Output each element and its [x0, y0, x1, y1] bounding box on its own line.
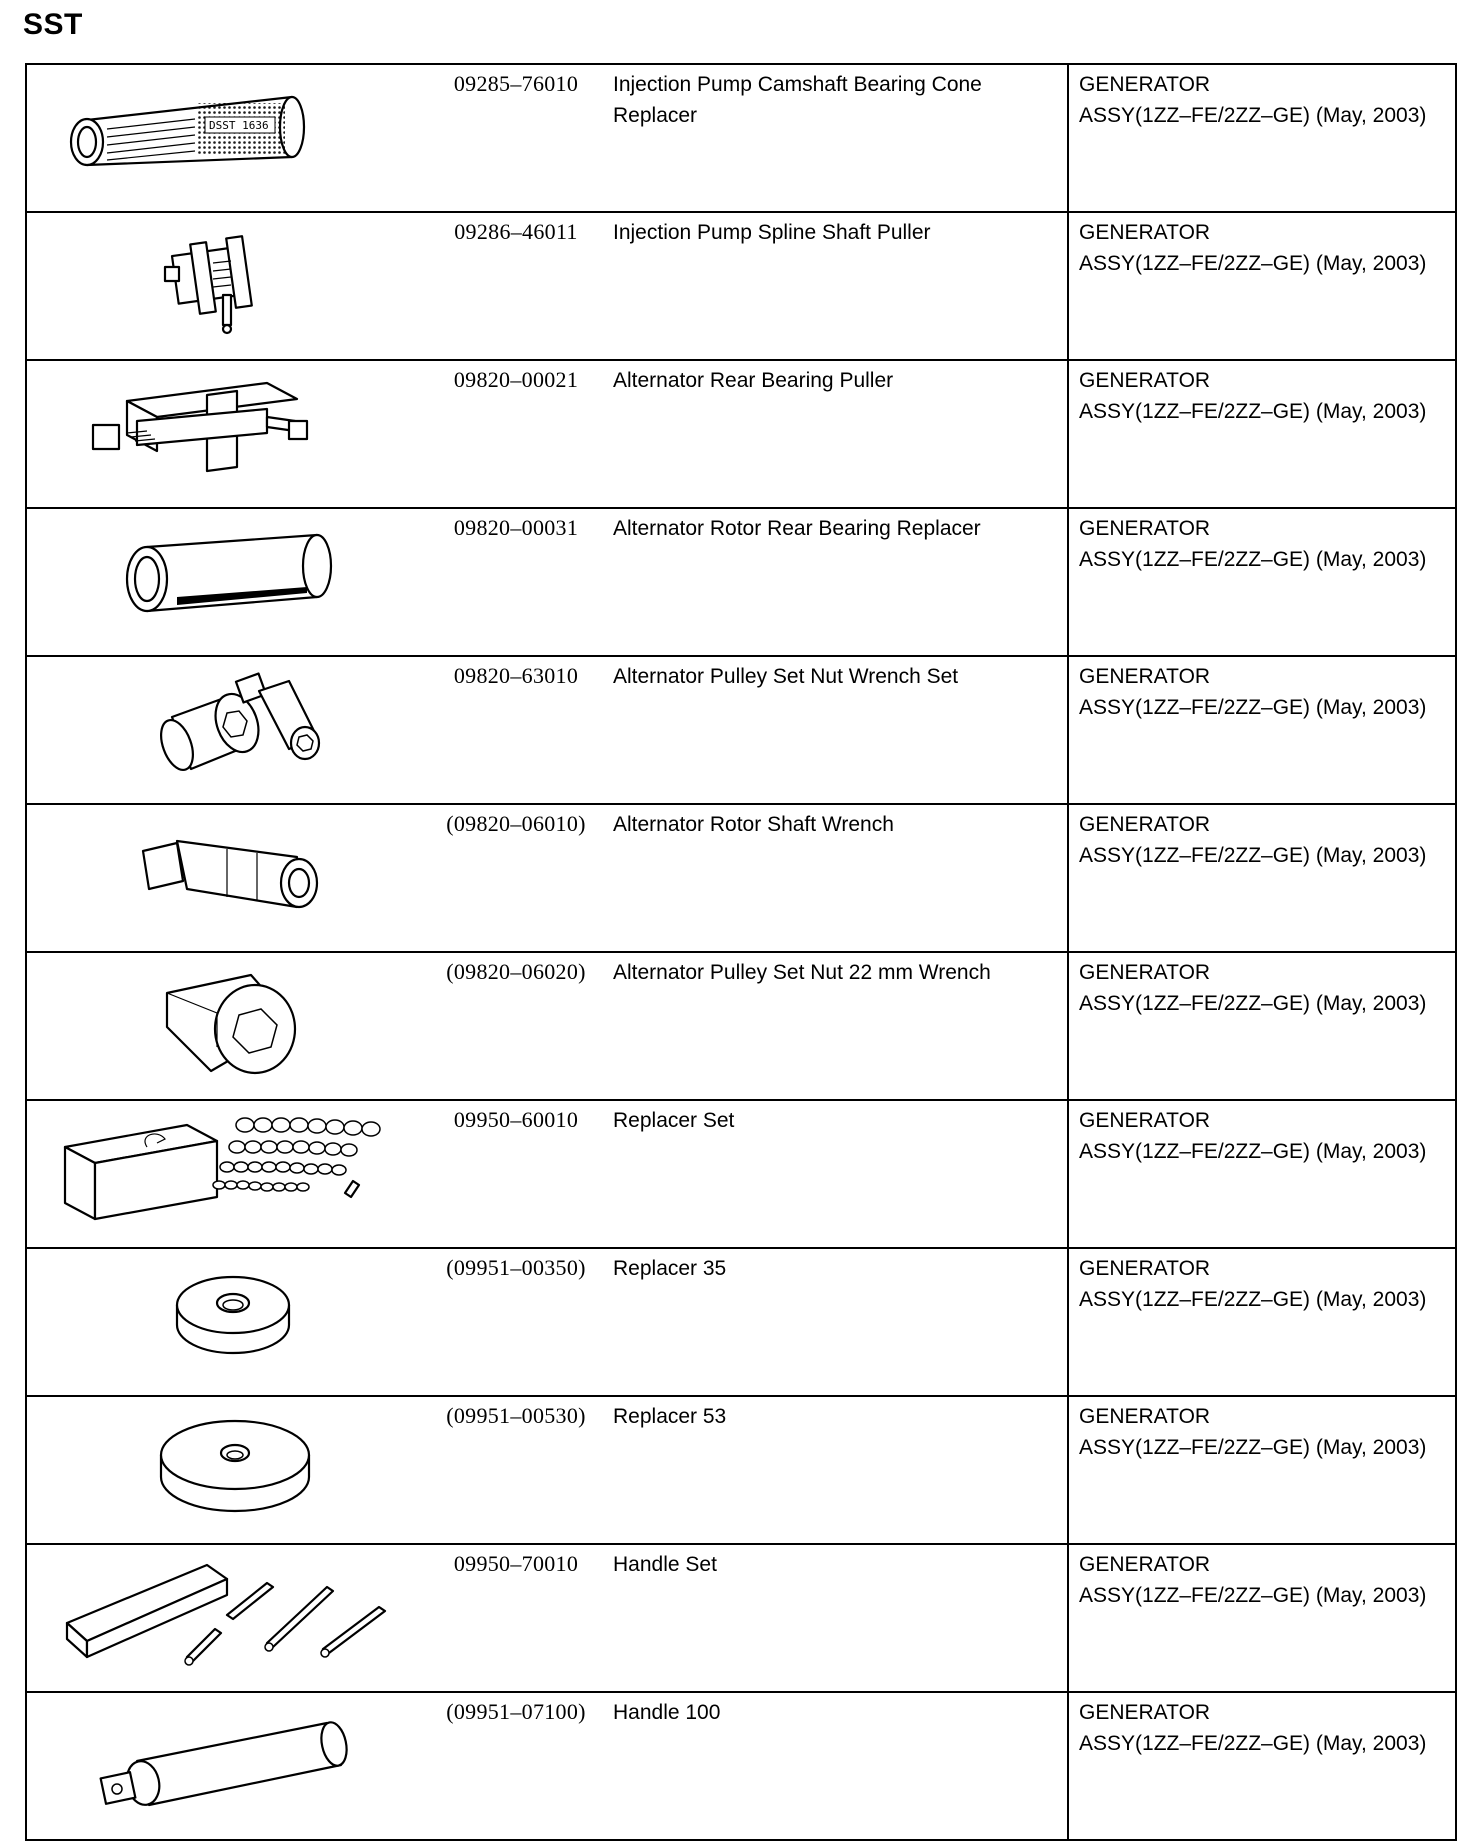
- handle-100-icon: [27, 1693, 427, 1833]
- part-number: 09285–76010: [427, 64, 605, 212]
- table-row: [26, 656, 1456, 804]
- table-row: [26, 360, 1456, 508]
- illustration-cell: [26, 952, 427, 1100]
- illustration-cell: [26, 656, 427, 804]
- reference-line1: GENERATOR: [1079, 517, 1211, 540]
- reference-cell: [1068, 508, 1456, 656]
- tool-name: Replacer 35: [605, 1248, 1068, 1396]
- reference-line1: GENERATOR: [1079, 1257, 1211, 1280]
- reference-cell: [1068, 360, 1456, 508]
- reference-cell: [1068, 1396, 1456, 1544]
- reference-line1: GENERATOR: [1079, 1701, 1211, 1724]
- table-row: [26, 1248, 1456, 1396]
- table-row: [26, 1396, 1456, 1544]
- tool-name: Alternator Rotor Rear Bearing Replacer: [605, 508, 1068, 656]
- illustration-cell: [26, 1100, 427, 1248]
- reference-line2: ASSY(1ZZ–FE/2ZZ–GE) (May, 2003): [1079, 1436, 1427, 1459]
- table-row: [26, 1544, 1456, 1692]
- illustration-cell: [26, 1248, 427, 1396]
- table-row: [26, 1100, 1456, 1248]
- reference-cell: [1068, 1100, 1456, 1248]
- reference-cell: [1068, 952, 1456, 1100]
- table-row: [26, 508, 1456, 656]
- reference-line2: ASSY(1ZZ–FE/2ZZ–GE) (May, 2003): [1079, 400, 1427, 423]
- spline-shaft-puller-icon: [27, 213, 427, 353]
- part-number: (09951–07100): [427, 1692, 605, 1840]
- rear-bearing-puller-icon: [27, 361, 427, 501]
- part-number: (09820–06020): [427, 952, 605, 1100]
- reference-line2: ASSY(1ZZ–FE/2ZZ–GE) (May, 2003): [1079, 992, 1427, 1015]
- reference-line1: GENERATOR: [1079, 961, 1211, 984]
- illustration-cell: [26, 212, 427, 360]
- tool-name: Alternator Pulley Set Nut 22 mm Wrench: [605, 952, 1068, 1100]
- reference-line2: ASSY(1ZZ–FE/2ZZ–GE) (May, 2003): [1079, 104, 1427, 127]
- tool-name: Handle Set: [605, 1544, 1068, 1692]
- reference-line1: GENERATOR: [1079, 813, 1211, 836]
- illustration-cell: [26, 1692, 427, 1840]
- illustration-cell: [26, 1544, 427, 1692]
- reference-line1: GENERATOR: [1079, 1405, 1211, 1428]
- table-row: [26, 1692, 1456, 1840]
- replacer-set-icon: [27, 1101, 427, 1241]
- reference-line2: ASSY(1ZZ–FE/2ZZ–GE) (May, 2003): [1079, 696, 1427, 719]
- part-number: 09286–46011: [427, 212, 605, 360]
- table-row: [26, 804, 1456, 952]
- tool-name: Replacer Set: [605, 1100, 1068, 1248]
- reference-line1: GENERATOR: [1079, 73, 1211, 96]
- reference-line2: ASSY(1ZZ–FE/2ZZ–GE) (May, 2003): [1079, 252, 1427, 275]
- rotor-shaft-wrench-icon: [27, 805, 427, 945]
- replacer-53-icon: [27, 1397, 427, 1537]
- tool-name: Handle 100: [605, 1692, 1068, 1840]
- illustration-cell: [26, 1396, 427, 1544]
- handle-set-icon: [27, 1545, 427, 1685]
- part-number: 09820–63010: [427, 656, 605, 804]
- table-row: [26, 64, 1456, 212]
- reference-line2: ASSY(1ZZ–FE/2ZZ–GE) (May, 2003): [1079, 1140, 1427, 1163]
- reference-cell: [1068, 656, 1456, 804]
- tool-stamp-label: DSST 1636: [209, 119, 269, 132]
- reference-line1: GENERATOR: [1079, 221, 1211, 244]
- reference-line1: GENERATOR: [1079, 665, 1211, 688]
- part-number: (09951–00350): [427, 1248, 605, 1396]
- reference-line2: ASSY(1ZZ–FE/2ZZ–GE) (May, 2003): [1079, 1732, 1427, 1755]
- bearing-cone-replacer-icon: [27, 65, 427, 205]
- illustration-cell: [26, 360, 427, 508]
- reference-line1: GENERATOR: [1079, 1109, 1211, 1132]
- reference-line1: GENERATOR: [1079, 1553, 1211, 1576]
- part-number: (09820–06010): [427, 804, 605, 952]
- tool-name: Injection Pump Spline Shaft Puller: [605, 212, 1068, 360]
- reference-cell: [1068, 64, 1456, 212]
- part-number: 09820–00031: [427, 508, 605, 656]
- nut-22mm-wrench-icon: [27, 953, 427, 1093]
- rear-bearing-replacer-icon: [27, 509, 427, 649]
- sst-table: [25, 63, 1457, 1841]
- tool-name: Injection Pump Camshaft Bearing Cone Replacer: [605, 64, 1068, 212]
- table-row: [26, 212, 1456, 360]
- part-number: 09950–60010: [427, 1100, 605, 1248]
- reference-line1: GENERATOR: [1079, 369, 1211, 392]
- page-title: SST: [23, 8, 83, 41]
- table-row: [26, 952, 1456, 1100]
- reference-cell: [1068, 804, 1456, 952]
- illustration-cell: [26, 64, 427, 212]
- illustration-cell: [26, 804, 427, 952]
- tool-name: Alternator Rotor Shaft Wrench: [605, 804, 1068, 952]
- part-number: 09950–70010: [427, 1544, 605, 1692]
- replacer-35-icon: [27, 1249, 427, 1389]
- reference-cell: [1068, 212, 1456, 360]
- tool-name: Replacer 53: [605, 1396, 1068, 1544]
- illustration-cell: [26, 508, 427, 656]
- reference-line2: ASSY(1ZZ–FE/2ZZ–GE) (May, 2003): [1079, 1288, 1427, 1311]
- reference-line2: ASSY(1ZZ–FE/2ZZ–GE) (May, 2003): [1079, 844, 1427, 867]
- nut-wrench-set-icon: [27, 657, 427, 797]
- reference-cell: [1068, 1692, 1456, 1840]
- tool-name: Alternator Pulley Set Nut Wrench Set: [605, 656, 1068, 804]
- reference-cell: [1068, 1544, 1456, 1692]
- part-number: (09951–00530): [427, 1396, 605, 1544]
- reference-cell: [1068, 1248, 1456, 1396]
- tool-name: Alternator Rear Bearing Puller: [605, 360, 1068, 508]
- reference-line2: ASSY(1ZZ–FE/2ZZ–GE) (May, 2003): [1079, 548, 1427, 571]
- part-number: 09820–00021: [427, 360, 605, 508]
- reference-line2: ASSY(1ZZ–FE/2ZZ–GE) (May, 2003): [1079, 1584, 1427, 1607]
